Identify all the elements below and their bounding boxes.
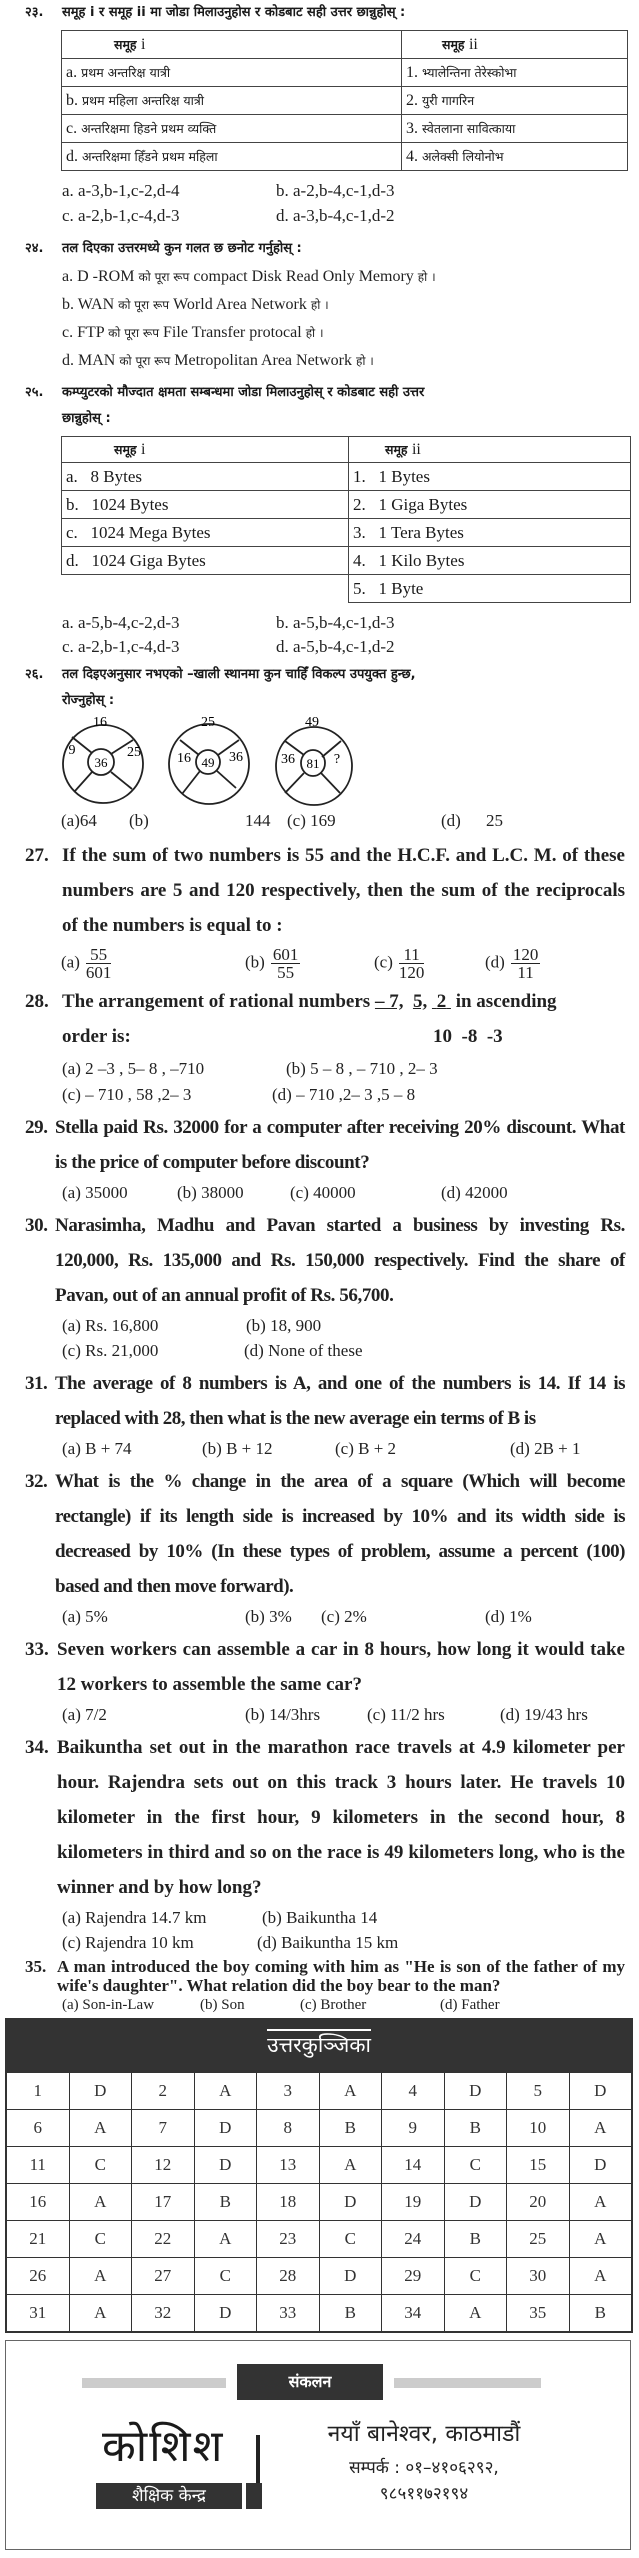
question-text-continued: छान्नुहोस् : bbox=[62, 411, 111, 426]
answer-cell: A bbox=[69, 2258, 132, 2295]
option-d[interactable]: (d) 42000 bbox=[441, 1183, 508, 1202]
option-a[interactable]: a. D -ROM को पूरा रूप compact Disk Read Only Memory हो । bbox=[62, 268, 436, 285]
question-number-cell: 31 bbox=[7, 2295, 70, 2332]
table-cell: a. 8 Bytes bbox=[62, 463, 349, 491]
column-header-1: समूह i bbox=[62, 437, 349, 463]
option-d[interactable]: (d) Baikuntha 15 km bbox=[257, 1933, 399, 1952]
question-number-cell: 19 bbox=[382, 2184, 445, 2221]
option-a[interactable]: (a) 7/2 bbox=[62, 1705, 107, 1724]
answer-cell: A bbox=[319, 2147, 382, 2184]
table-cell: b. प्रथम महिला अन्तरिक्ष यात्री bbox=[62, 87, 402, 115]
table-header-row bbox=[62, 31, 628, 59]
answer-cell: D bbox=[444, 2073, 507, 2110]
table-cell: 3. 1 Tera Bytes bbox=[349, 519, 631, 547]
table-cell: c. अन्तरिक्षमा हिडने प्रथम व्यक्ति bbox=[62, 115, 402, 143]
option-b[interactable]: (b) B + 12 bbox=[202, 1439, 273, 1458]
table-cell: 5. 1 Byte bbox=[349, 575, 631, 603]
option-b[interactable]: b. a-5,b-4,c-1,d-3 bbox=[276, 613, 395, 632]
option-b[interactable]: (b) $\frac{601}{55}$ bbox=[245, 945, 299, 982]
table-cell: 4. अलेक्सी लियोनोभ bbox=[402, 143, 628, 171]
option-c[interactable]: (c) 2% bbox=[321, 1607, 367, 1626]
table-cell: d. अन्तरिक्षमा हिँडने प्रथम महिला bbox=[62, 143, 402, 171]
answer-cell: D bbox=[69, 2073, 132, 2110]
answer-cell: B bbox=[194, 2184, 257, 2221]
numerator-1: – 7, bbox=[374, 991, 404, 1012]
option-b[interactable]: b. a-2,b-4,c-1,d-3 bbox=[276, 181, 395, 200]
question-number: 29. bbox=[25, 1117, 48, 1138]
table-cell: 1. भ्यालेन्तिना तेरेस्कोभा bbox=[402, 59, 628, 87]
option-b[interactable]: (b) 18, 900 bbox=[246, 1316, 322, 1335]
option-d[interactable]: (d) bbox=[441, 811, 461, 830]
option-a[interactable]: a. a-3,b-1,c-2,d-4 bbox=[62, 181, 180, 200]
question-number-cell: 18 bbox=[257, 2184, 320, 2221]
answer-cell: A bbox=[69, 2184, 132, 2221]
question-number: 30. bbox=[25, 1215, 48, 1236]
question-23 bbox=[25, 2, 405, 24]
option-c[interactable]: c. FTP को पूरा रूप File Transfer protocal हो । bbox=[62, 324, 324, 341]
question-number-cell: 13 bbox=[257, 2147, 320, 2184]
question-35 bbox=[25, 1957, 625, 1995]
answer-key-row bbox=[7, 2258, 632, 2295]
question-number-cell: 11 bbox=[7, 2147, 70, 2184]
question-number: 28. bbox=[25, 991, 49, 1012]
question-text: Stella paid Rs. 32000 for a computer after receiving 20% discount. What is the price of computer before discount? bbox=[55, 1117, 625, 1173]
question-text: If the sum of two numbers is 55 and the H.C.F. and L.C. M. of these numbers are 5 and 120 respectively, then the sum of the reciprocals of the numbers is equal to : bbox=[62, 845, 625, 936]
denominators bbox=[433, 1019, 553, 1054]
option-a[interactable]: (a)64 bbox=[61, 811, 97, 830]
option-c[interactable]: (c) $\frac{11}{120}$ bbox=[374, 945, 425, 982]
question-number-cell: 1 bbox=[7, 2073, 70, 2110]
answer-key-row bbox=[7, 2110, 632, 2147]
table-cell: 1. 1 Bytes bbox=[349, 463, 631, 491]
numerator-2: 5, bbox=[412, 991, 428, 1012]
logo-stroke bbox=[256, 2435, 260, 2483]
question-number-cell: 16 bbox=[7, 2184, 70, 2221]
option-b[interactable]: (b) 14/3hrs bbox=[245, 1705, 321, 1724]
question-text-continued: रोज्नुहोस् : bbox=[62, 693, 115, 708]
table-cell: 2. 1 Giga Bytes bbox=[349, 491, 631, 519]
answer-cell: C bbox=[194, 2258, 257, 2295]
question-number-cell: 7 bbox=[132, 2110, 195, 2147]
option-a[interactable]: (a) 35000 bbox=[62, 1183, 128, 1202]
answer-cell: D bbox=[319, 2258, 382, 2295]
fraction: $\frac{601}{55}$ bbox=[272, 945, 299, 982]
answer-cell: A bbox=[319, 2073, 382, 2110]
option-d-value: 25 bbox=[486, 811, 503, 830]
footer-credit-box bbox=[5, 2340, 631, 2550]
option-d[interactable]: (d) Father bbox=[440, 1997, 500, 2013]
option-c[interactable]: (c) Rs. 21,000 bbox=[62, 1341, 159, 1360]
circle-3 bbox=[276, 715, 352, 805]
question-number-cell: 12 bbox=[132, 2147, 195, 2184]
answer-cell: D bbox=[569, 2073, 632, 2110]
answer-cell: B bbox=[319, 2110, 382, 2147]
table-row bbox=[62, 59, 628, 87]
option-c[interactable]: c. a-2,b-1,c-4,d-3 bbox=[62, 637, 180, 656]
column-header-2: समूह ii bbox=[402, 31, 628, 59]
phone-number-2: ९८५११७२१९४ bbox=[379, 2484, 469, 2504]
option-c[interactable]: (c) Rajendra 10 km bbox=[62, 1933, 194, 1952]
answer-cell: A bbox=[69, 2110, 132, 2147]
question-number-cell: 2 bbox=[132, 2073, 195, 2110]
question-number-cell: 22 bbox=[132, 2221, 195, 2258]
answer-key-row bbox=[7, 2221, 632, 2258]
question-number-cell: 15 bbox=[507, 2147, 570, 2184]
question-number-cell: 33 bbox=[257, 2295, 320, 2332]
table-cell: c. 1024 Mega Bytes bbox=[62, 519, 349, 547]
question-28-line2: order is: bbox=[62, 1026, 131, 1047]
question-number-cell: 10 bbox=[507, 2110, 570, 2147]
option-b[interactable]: (b) bbox=[129, 811, 149, 830]
answer-cell: D bbox=[194, 2147, 257, 2184]
divider-rule-right bbox=[394, 2378, 541, 2388]
question-number: 33. bbox=[25, 1639, 49, 1660]
option-a[interactable]: (a) 2 –3 , 5– 8 , –710 bbox=[62, 1059, 205, 1078]
table-cell: 3. स्वेतलाना सावित्काया bbox=[402, 115, 628, 143]
table-cell: d. 1024 Giga Bytes bbox=[62, 547, 349, 575]
question-text: कम्प्युटरको मौज्दात क्षमता सम्बन्धमा जोडा मिलाउनुहोस् र कोडबाट सही उत्तर bbox=[62, 385, 425, 400]
answer-cell: D bbox=[194, 2110, 257, 2147]
answer-cell: A bbox=[194, 2073, 257, 2110]
question-number-cell: 28 bbox=[257, 2258, 320, 2295]
circle-1-center: 36 bbox=[94, 755, 108, 770]
question-text: तल दिइएअनुसार नभएको –खाली स्थानमा कुन चाहिँ विकल्प उपयुक्त हुन्छ, bbox=[62, 667, 416, 682]
table-row bbox=[62, 491, 631, 519]
answer-cell: C bbox=[319, 2221, 382, 2258]
option-d[interactable]: (d) 1% bbox=[485, 1607, 532, 1626]
answer-cell: A bbox=[444, 2295, 507, 2332]
answer-cell: A bbox=[569, 2258, 632, 2295]
question-number: 32. bbox=[25, 1471, 48, 1492]
column-header-1: समूह i bbox=[62, 31, 402, 59]
option-c[interactable]: (c) Brother bbox=[300, 1997, 367, 2013]
question-32 bbox=[25, 1464, 625, 1604]
question-number-cell: 4 bbox=[382, 2073, 445, 2110]
answer-cell: A bbox=[569, 2221, 632, 2258]
answer-cell: B bbox=[444, 2110, 507, 2147]
circle-2-top: 25 bbox=[201, 715, 215, 730]
question-27 bbox=[25, 838, 625, 943]
option-b[interactable]: (b) Baikuntha 14 bbox=[262, 1908, 378, 1927]
match-table-q23 bbox=[61, 30, 628, 171]
address: नयाँ बानेश्वर, काठमाडौं bbox=[327, 2421, 521, 2447]
question-33 bbox=[25, 1632, 625, 1702]
answer-cell: B bbox=[319, 2295, 382, 2332]
answer-cell: C bbox=[444, 2258, 507, 2295]
table-row bbox=[62, 463, 631, 491]
question-number-cell: 32 bbox=[132, 2295, 195, 2332]
option-d[interactable]: (d) $\frac{120}{11}$ bbox=[485, 945, 539, 982]
question-number-cell: 24 bbox=[382, 2221, 445, 2258]
answer-cell: C bbox=[69, 2221, 132, 2258]
contact-line: सम्पर्क : ०१–४१०६२९२, bbox=[349, 2458, 499, 2478]
logo-subtitle: शैक्षिक केन्द्र bbox=[96, 2483, 242, 2509]
question-26 bbox=[25, 664, 416, 686]
answer-cell: D bbox=[319, 2184, 382, 2221]
question-number: 34. bbox=[25, 1737, 49, 1758]
answer-key-grid bbox=[6, 2072, 632, 2332]
option-b[interactable]: (b) Son bbox=[200, 1997, 245, 2013]
question-29 bbox=[25, 1110, 625, 1180]
logo-block bbox=[246, 2483, 262, 2509]
fraction: $\frac{11}{120}$ bbox=[398, 945, 425, 982]
answer-key-title: उत्तरकुञ्जिका bbox=[6, 2019, 632, 2072]
table-row bbox=[62, 547, 631, 575]
table-cell: 4. 1 Kilo Bytes bbox=[349, 547, 631, 575]
answer-key-row bbox=[7, 2184, 632, 2221]
circle-2-left: 16 bbox=[177, 751, 191, 766]
column-header-2: समूह ii bbox=[349, 437, 631, 463]
option-a[interactable]: (a) Rs. 16,800 bbox=[62, 1316, 159, 1335]
option-c[interactable]: (c) B + 2 bbox=[335, 1439, 397, 1458]
option-d[interactable]: (d) 2B + 1 bbox=[510, 1439, 581, 1458]
circle-3-top: 49 bbox=[305, 715, 319, 730]
answer-cell: C bbox=[69, 2147, 132, 2184]
numerator-3: 2 bbox=[436, 991, 447, 1012]
question-text: Narasimha, Madhu and Pavan started a business by investing Rs. 120,000, Rs. 135,000 and Rs. 150,000 respectively. Find the share of Pavan, out of an annual profit of Rs. 56,700. bbox=[55, 1215, 625, 1306]
table-header-row bbox=[62, 437, 631, 463]
question-text: The arrangement of rational numbers bbox=[62, 991, 371, 1012]
question-number-cell: 5 bbox=[507, 2073, 570, 2110]
question-text: What is the % change in the area of a square (Which will become rectangle) if its length side is increased by 10% and its width side is decreased by 10% (In these types of problem, assume a percent (100) based and then move forward). bbox=[55, 1471, 625, 1597]
circle-1-right: 25 bbox=[127, 745, 141, 760]
option-a[interactable]: (a) 5% bbox=[62, 1607, 108, 1626]
table-row bbox=[62, 115, 628, 143]
option-d[interactable]: (d) None of these bbox=[244, 1341, 363, 1360]
answer-cell: A bbox=[69, 2295, 132, 2332]
table-row bbox=[62, 519, 631, 547]
koshish-logo bbox=[96, 2417, 276, 2527]
circle-1-left: 9 bbox=[68, 743, 76, 758]
question-number-cell: 35 bbox=[507, 2295, 570, 2332]
option-b[interactable]: (b) 3% bbox=[245, 1607, 292, 1626]
question-number: 31. bbox=[25, 1373, 48, 1394]
answer-cell: A bbox=[569, 2110, 632, 2147]
option-d[interactable]: d. MAN को पूरा रूप Metropolitan Area Network हो । bbox=[62, 352, 374, 369]
answer-cell: D bbox=[194, 2295, 257, 2332]
option-c[interactable]: (c) 169 bbox=[287, 811, 336, 830]
circle-3-center: 81 bbox=[306, 756, 320, 771]
table-row bbox=[62, 575, 631, 603]
table-cell: a. प्रथम अन्तरिक्ष यात्री bbox=[62, 59, 402, 87]
question-text: Baikuntha set out in the marathon race travels at 4.9 kilometer per hour. Rajendra sets out on this track 3 hours later. He travels 10 kilometer in the first hour, 9 kilometers in the second hour, 8 kilometers in third and so on the race is 49 kilometers long, who is the winner and by how long? bbox=[57, 1737, 625, 1898]
answer-cell: A bbox=[194, 2221, 257, 2258]
question-number: २४. bbox=[25, 241, 44, 256]
circle-3-right: ? bbox=[333, 752, 341, 767]
question-number: २३. bbox=[25, 5, 44, 20]
answer-key-row bbox=[7, 2147, 632, 2184]
question-number-cell: 29 bbox=[382, 2258, 445, 2295]
circle-2-center: 49 bbox=[201, 755, 215, 770]
option-b[interactable]: (b) 5 – 8 , – 710 , 2– 3 bbox=[286, 1059, 438, 1078]
option-b[interactable]: (b) 38000 bbox=[177, 1183, 244, 1202]
answer-cell: C bbox=[444, 2147, 507, 2184]
fraction: $\frac{55}{601}$ bbox=[85, 945, 112, 982]
question-number-cell: 6 bbox=[7, 2110, 70, 2147]
question-number-cell: 27 bbox=[132, 2258, 195, 2295]
option-d[interactable]: (d) 19/43 hrs bbox=[500, 1705, 588, 1724]
table-cell-empty bbox=[62, 575, 349, 603]
denominator-3: -3 bbox=[486, 1026, 503, 1047]
option-d[interactable]: d. a-3,b-4,c-1,d-2 bbox=[276, 206, 395, 225]
option-a[interactable]: a. a-5,b-4,c-2,d-3 bbox=[62, 613, 180, 632]
table-row bbox=[62, 87, 628, 115]
option-d[interactable]: (d) – 710 ,2– 3 ,5 – 8 bbox=[272, 1085, 416, 1104]
answer-cell: B bbox=[444, 2221, 507, 2258]
circle-1 bbox=[63, 715, 143, 803]
question-text: The average of 8 numbers is A, and one of the numbers is 14. If 14 is replaced with 28, then what is the new average ein terms of B is bbox=[55, 1373, 625, 1429]
option-a[interactable]: (a) Rajendra 14.7 km bbox=[62, 1908, 207, 1927]
option-c[interactable]: (c) 40000 bbox=[290, 1183, 356, 1202]
phone-number-1: ०१–४१०६२९२, bbox=[405, 2458, 499, 2478]
option-d[interactable]: d. a-5,b-4,c-1,d-2 bbox=[276, 637, 395, 656]
question-text: तल दिएका उत्तरमध्ये कुन गलत छ छनोट गर्नुहोस् : bbox=[62, 241, 302, 256]
question-number: २६. bbox=[25, 667, 44, 682]
answer-cell: B bbox=[569, 2295, 632, 2332]
option-a[interactable]: (a) B + 74 bbox=[62, 1439, 132, 1458]
question-number: 27. bbox=[25, 845, 49, 866]
question-34 bbox=[25, 1730, 625, 1905]
question-24 bbox=[25, 238, 302, 260]
question-number-cell: 25 bbox=[507, 2221, 570, 2258]
logo-wordmark: कोशिश bbox=[102, 2421, 225, 2472]
circle-3-left: 36 bbox=[281, 752, 295, 767]
circle-1-top: 16 bbox=[93, 715, 107, 730]
question-text: समूह i र समूह ii मा जोडा मिलाउनुहोस र कोडबाट सही उत्तर छान्नुहोस् : bbox=[62, 5, 406, 20]
table-cell: b. 1024 Bytes bbox=[62, 491, 349, 519]
question-number-cell: 8 bbox=[257, 2110, 320, 2147]
fraction: $\frac{120}{11}$ bbox=[512, 945, 539, 982]
question-31 bbox=[25, 1366, 625, 1436]
question-number-cell: 9 bbox=[382, 2110, 445, 2147]
question-number: २५. bbox=[25, 385, 44, 400]
table-row bbox=[62, 143, 628, 171]
table-cell: 2. युरी गागरिन bbox=[402, 87, 628, 115]
answer-key-row bbox=[7, 2295, 632, 2332]
answer-cell: A bbox=[569, 2184, 632, 2221]
question-number-cell: 30 bbox=[507, 2258, 570, 2295]
question-number-cell: 34 bbox=[382, 2295, 445, 2332]
question-number-cell: 26 bbox=[7, 2258, 70, 2295]
question-number-cell: 17 bbox=[132, 2184, 195, 2221]
option-a[interactable]: (a) $\frac{55}{601}$ bbox=[61, 945, 112, 982]
option-b[interactable]: b. WAN को पूरा रूप World Area Network हो । bbox=[62, 296, 329, 313]
option-c[interactable]: c. a-2,b-1,c-4,d-3 bbox=[62, 206, 180, 225]
question-number-cell: 3 bbox=[257, 2073, 320, 2110]
denominator-1: 10 bbox=[433, 1026, 452, 1047]
denominator-2: -8 bbox=[461, 1026, 478, 1047]
option-c[interactable]: (c) 11/2 hrs bbox=[367, 1705, 445, 1724]
compiled-by-label: संकलन bbox=[237, 2364, 383, 2400]
answer-key bbox=[5, 2018, 633, 2333]
question-28: 28. The arrangement of rational numbers – 7, 5, 2 in ascending bbox=[25, 984, 625, 1019]
divider-rule-left bbox=[82, 2378, 226, 2388]
option-b-value: 144 bbox=[245, 811, 271, 830]
question-number: 35. bbox=[25, 1957, 47, 1976]
question-25 bbox=[25, 382, 424, 404]
circle-2 bbox=[169, 715, 249, 804]
question-number-cell: 23 bbox=[257, 2221, 320, 2258]
answer-cell: D bbox=[569, 2147, 632, 2184]
match-table-q25 bbox=[61, 436, 631, 603]
question-text: Seven workers can assemble a car in 8 hours, how long it would take 12 workers to assemble the same car? bbox=[57, 1639, 625, 1695]
answer-cell: D bbox=[444, 2184, 507, 2221]
option-a[interactable]: (a) Son-in-Law bbox=[62, 1997, 155, 2013]
question-text: A man introduced the boy coming with him as "He is son of the father of my wife's daughter". What relation did the boy bear to the man? bbox=[57, 1957, 625, 1995]
circle-puzzle-figure bbox=[50, 714, 370, 808]
question-number-cell: 21 bbox=[7, 2221, 70, 2258]
circle-2-right: 36 bbox=[229, 750, 243, 765]
option-c[interactable]: (c) – 710 , 58 ,2– 3 bbox=[62, 1085, 192, 1104]
question-number-cell: 20 bbox=[507, 2184, 570, 2221]
answer-key-row bbox=[7, 2073, 632, 2110]
question-30 bbox=[25, 1208, 625, 1313]
question-number-cell: 14 bbox=[382, 2147, 445, 2184]
